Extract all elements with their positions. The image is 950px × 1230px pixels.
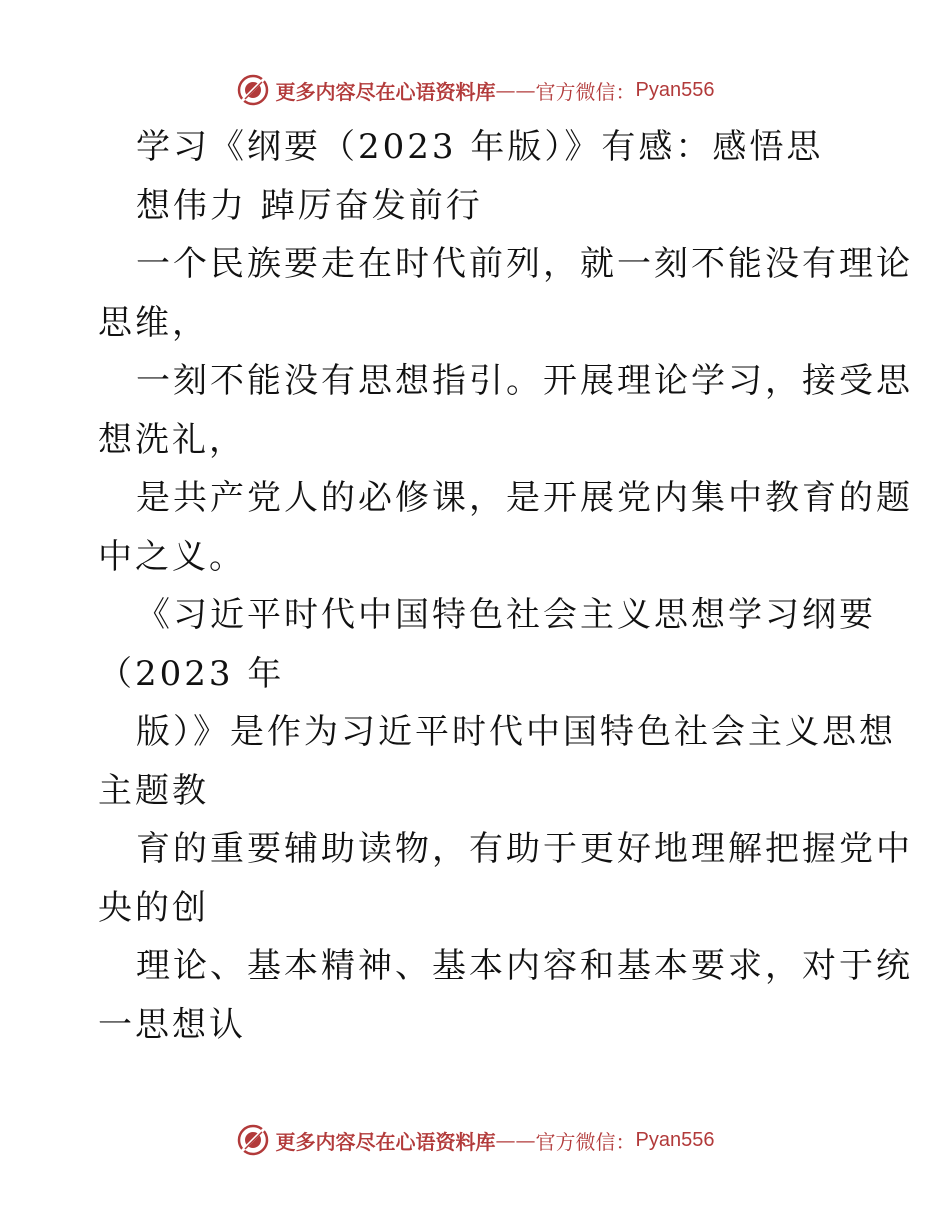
- banner-wechat-id: Pyan556: [635, 78, 715, 101]
- banner-wechat-label: 官方微信：: [535, 79, 636, 104]
- banner-wechat-label: 官方微信：: [535, 1129, 636, 1154]
- paragraph-line: 理论、基本精神、基本内容和基本要求，对于统: [136, 946, 913, 986]
- paragraph-line: （2023 年: [98, 653, 285, 694]
- paragraph-line: 思维，: [98, 302, 209, 343]
- paragraph-line: 一思想认: [98, 1004, 246, 1045]
- banner-wechat-id: Pyan556: [635, 1128, 715, 1151]
- banner-main-text: 更多内容尽在心语资料库: [275, 1129, 496, 1154]
- banner-main-text: 更多内容尽在心语资料库: [275, 79, 496, 104]
- banner-text: [276, 76, 715, 105]
- paragraph-line: 中之义。: [98, 536, 246, 577]
- paragraph-line: 是共产党人的必修课，是开展党内集中教育的题: [136, 478, 913, 518]
- document-body: [98, 118, 913, 1054]
- red-seal-logo-icon: [236, 73, 270, 107]
- paragraph-line: 版）》是作为习近平时代中国特色社会主义思想: [136, 712, 896, 752]
- banner-text: [276, 1126, 715, 1155]
- footer-banner: [0, 1120, 950, 1160]
- paragraph-line: 想洗礼，: [98, 419, 246, 460]
- title-line-2: 想伟力 踔厉奋发前行: [136, 185, 483, 226]
- paragraph-line: 《习近平时代中国特色社会主义思想学习纲要: [136, 595, 876, 635]
- paragraph-line: 一刻不能没有思想指引。开展理论学习，接受思: [136, 361, 913, 401]
- paragraph-line: 央的创: [98, 887, 209, 928]
- paragraph-line: 育的重要辅助读物，有助于更好地理解把握党中: [136, 829, 913, 869]
- title-line-1: 学习《纲要（2023 年版）》有感：感悟思: [136, 127, 824, 167]
- header-banner: [0, 70, 950, 110]
- red-seal-logo-icon: [236, 1123, 270, 1157]
- banner-separator: ——: [495, 78, 536, 102]
- banner-separator: ——: [495, 1128, 536, 1152]
- paragraph-line: 一个民族要走在时代前列，就一刻不能没有理论: [136, 244, 913, 284]
- paragraph-line: 主题教: [98, 770, 209, 811]
